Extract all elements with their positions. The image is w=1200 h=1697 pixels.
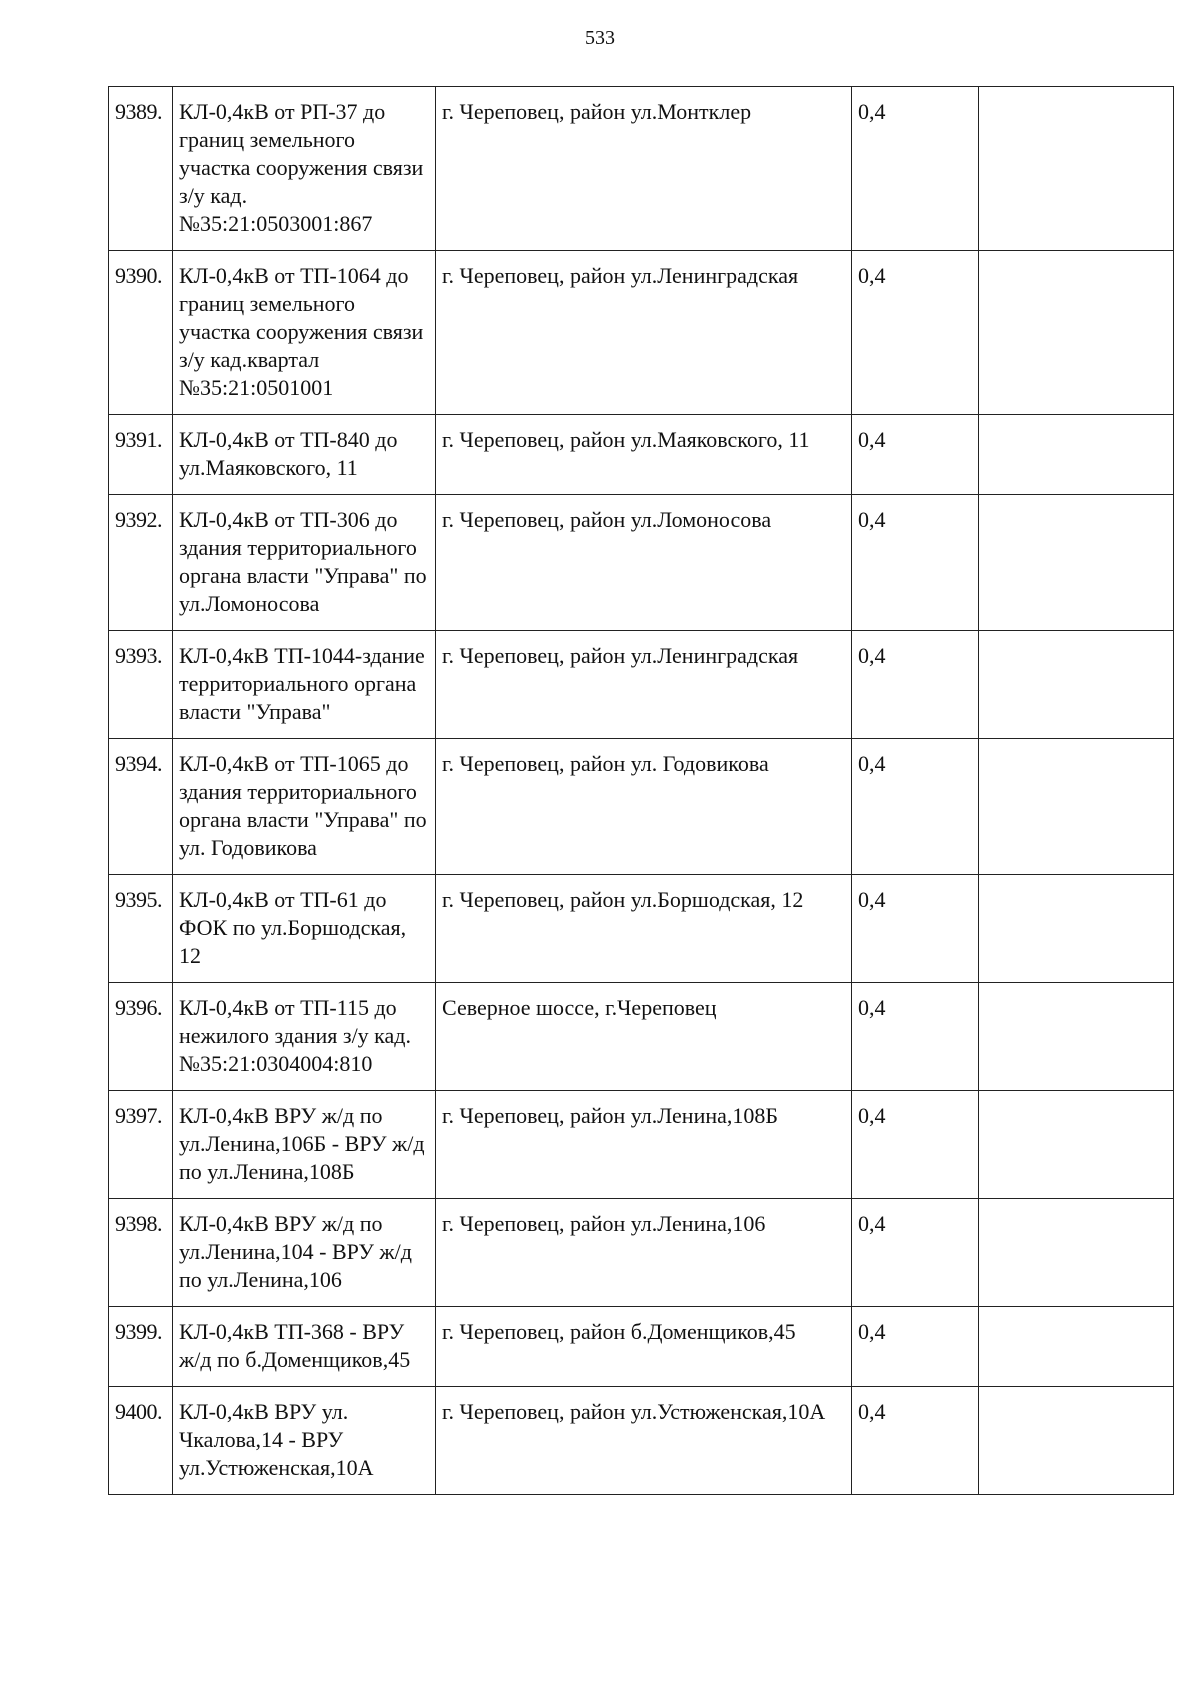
extra-cell: [979, 1199, 1174, 1307]
voltage-value: 0,4: [852, 251, 979, 415]
location-address: г. Череповец, район ул.Ленина,106: [436, 1199, 852, 1307]
location-address: г. Череповец, район ул.Устюженская,10А: [436, 1387, 852, 1495]
row-number: 9400.: [109, 1387, 173, 1495]
table-row: [109, 1091, 1174, 1199]
page-number: 533: [585, 27, 615, 49]
row-number: 9391.: [109, 415, 173, 495]
row-number: 9392.: [109, 495, 173, 631]
cable-line-name: КЛ-0,4кВ ВРУ ж/д по ул.Ленина,104 - ВРУ ж/д по ул.Ленина,106: [173, 1199, 436, 1307]
voltage-value: 0,4: [852, 875, 979, 983]
extra-cell: [979, 983, 1174, 1091]
table-row: [109, 1307, 1174, 1387]
table-row: [109, 1387, 1174, 1495]
row-number: 9399.: [109, 1307, 173, 1387]
cable-line-name: КЛ-0,4кВ ТП-368 - ВРУ ж/д по б.Доменщиков,45: [173, 1307, 436, 1387]
location-address: г. Череповец, район ул.Ленинградская: [436, 251, 852, 415]
location-address: г. Череповец, район ул.Ломоносова: [436, 495, 852, 631]
voltage-value: 0,4: [852, 631, 979, 739]
voltage-value: 0,4: [852, 1307, 979, 1387]
extra-cell: [979, 631, 1174, 739]
extra-cell: [979, 1091, 1174, 1199]
voltage-value: 0,4: [852, 87, 979, 251]
voltage-value: 0,4: [852, 1091, 979, 1199]
location-address: г. Череповец, район ул.Ленина,108Б: [436, 1091, 852, 1199]
voltage-value: 0,4: [852, 739, 979, 875]
row-number: 9389.: [109, 87, 173, 251]
row-number: 9393.: [109, 631, 173, 739]
location-address: г. Череповец, район ул. Годовикова: [436, 739, 852, 875]
cable-line-name: КЛ-0,4кВ от ТП-840 до ул.Маяковского, 11: [173, 415, 436, 495]
table-row: [109, 875, 1174, 983]
cable-line-name: КЛ-0,4кВ от ТП-115 до нежилого здания з/у кад.№35:21:0304004:810: [173, 983, 436, 1091]
cable-line-name: КЛ-0,4кВ ВРУ ж/д по ул.Ленина,106Б - ВРУ ж/д по ул.Ленина,108Б: [173, 1091, 436, 1199]
row-number: 9390.: [109, 251, 173, 415]
row-number: 9398.: [109, 1199, 173, 1307]
extra-cell: [979, 1387, 1174, 1495]
voltage-value: 0,4: [852, 1199, 979, 1307]
cable-line-name: КЛ-0,4кВ от ТП-1064 до границ земельного участка сооружения связи з/у кад.квартал №35:21:0501001: [173, 251, 436, 415]
location-address: г. Череповец, район ул.Ленинградская: [436, 631, 852, 739]
table-row: [109, 1199, 1174, 1307]
voltage-value: 0,4: [852, 495, 979, 631]
voltage-value: 0,4: [852, 415, 979, 495]
row-number: 9394.: [109, 739, 173, 875]
table-row: [109, 631, 1174, 739]
location-address: г. Череповец, район ул.Боршодская, 12: [436, 875, 852, 983]
row-number: 9396.: [109, 983, 173, 1091]
location-address: г. Череповец, район б.Доменщиков,45: [436, 1307, 852, 1387]
table-row: [109, 251, 1174, 415]
table-row: [109, 415, 1174, 495]
location-address: г. Череповец, район ул.Монтклер: [436, 87, 852, 251]
table-row: [109, 739, 1174, 875]
registry-table: [108, 86, 1174, 1495]
table-row: [109, 87, 1174, 251]
cable-line-name: КЛ-0,4кВ от ТП-61 до ФОК по ул.Боршодская, 12: [173, 875, 436, 983]
table-row: [109, 983, 1174, 1091]
location-address: Северное шоссе, г.Череповец: [436, 983, 852, 1091]
row-number: 9395.: [109, 875, 173, 983]
voltage-value: 0,4: [852, 983, 979, 1091]
cable-line-name: КЛ-0,4кВ ВРУ ул. Чкалова,14 - ВРУ ул.Устюженская,10А: [173, 1387, 436, 1495]
voltage-value: 0,4: [852, 1387, 979, 1495]
cable-line-name: КЛ-0,4кВ ТП-1044-здание территориального органа власти "Управа": [173, 631, 436, 739]
extra-cell: [979, 739, 1174, 875]
registry-table-body: [109, 87, 1174, 1495]
extra-cell: [979, 251, 1174, 415]
extra-cell: [979, 1307, 1174, 1387]
extra-cell: [979, 875, 1174, 983]
cable-line-name: КЛ-0,4кВ от ТП-1065 до здания территориального органа власти "Управа" по ул. Годовикова: [173, 739, 436, 875]
cable-line-name: КЛ-0,4кВ от РП-37 до границ земельного участка сооружения связи з/у кад.№35:21:0503001:867: [173, 87, 436, 251]
extra-cell: [979, 415, 1174, 495]
location-address: г. Череповец, район ул.Маяковского, 11: [436, 415, 852, 495]
row-number: 9397.: [109, 1091, 173, 1199]
extra-cell: [979, 495, 1174, 631]
extra-cell: [979, 87, 1174, 251]
table-row: [109, 495, 1174, 631]
cable-line-name: КЛ-0,4кВ от ТП-306 до здания территориального органа власти "Управа" по ул.Ломоносова: [173, 495, 436, 631]
